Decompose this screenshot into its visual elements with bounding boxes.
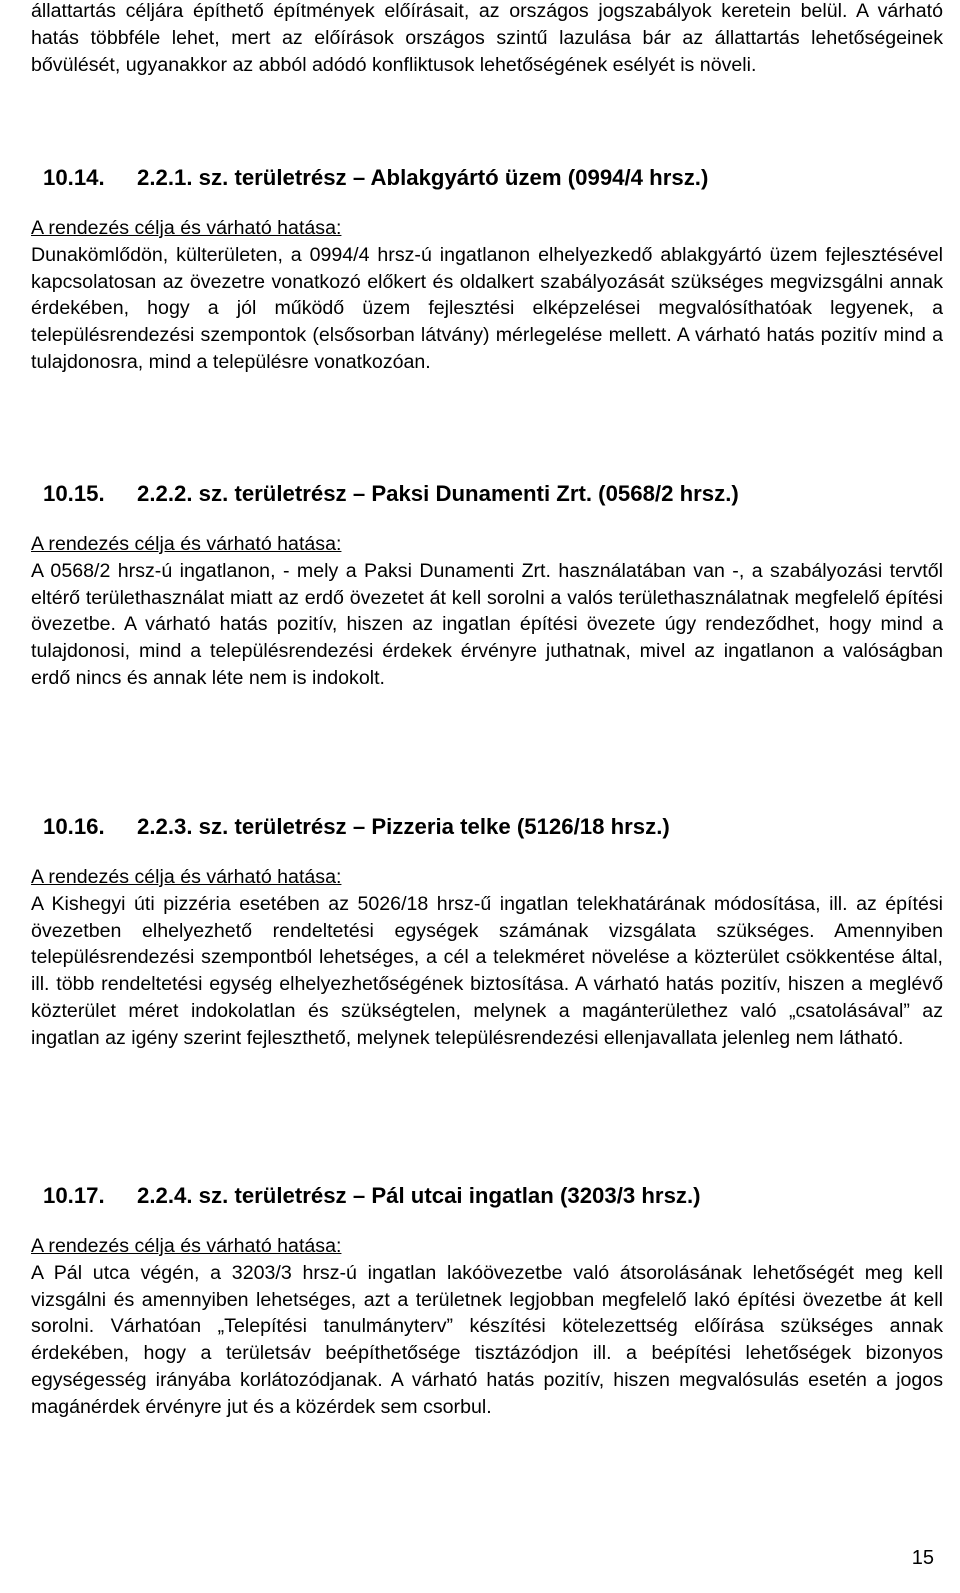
section-number: 10.14. <box>43 165 105 190</box>
section-subtitle: A rendezés célja és várható hatása: <box>31 1235 342 1257</box>
page-number: 15 <box>911 1547 934 1569</box>
section-body: A Kishegyi úti pizzéria esetében az 5026/18 hrsz-ű ingatlan telekhatárának módosítása, ill. az építési övezetben elhelyezhető rendeltetési egységek számának vizsgálata szükséges. Amennyiben településrendezési szempontból lehetséges, a cél a telekméret növelése a közterület csökkentése által, ill. több rendeltetési egység elhelyezhetőségének biztosítása. A várható hatás pozitív, hiszen a meglévő közterület méret indokolatlan és szükségtelen, melynek a magánterülethez való „csatolásával” az ingatlan az igény szerint fejleszthető, melynek településrendezési ellenjavallata jelenleg nem látható. <box>31 892 943 1049</box>
section-heading <box>43 163 943 193</box>
section-subtitle: A rendezés célja és várható hatása: <box>31 217 342 239</box>
section-title: 2.2.3. sz. területrész – Pizzeria telke (5126/18 hrsz.) <box>137 814 670 839</box>
section-10-15 <box>31 479 943 692</box>
section-number: 10.15. <box>43 481 105 506</box>
section-subtitle: A rendezés célja és várható hatása: <box>31 533 342 555</box>
section-title: 2.2.4. sz. területrész – Pál utcai ingatlan (3203/3 hrsz.) <box>137 1183 701 1208</box>
section-body: A Pál utca végén, a 3203/3 hrsz-ú ingatlan lakóövezetbe való átsorolásának lehetőségét meg kell vizsgálni és amennyiben lehetséges, azt a területnek legjobban megfelelő lakó építési övezetbe át kell sorolni. Várhatóan „Telepítési tanulmányterv” készítési kötelezettség előírása szükséges annak érdekében, hogy a területsáv beépíthetősége tisztázódjon ill. a beépítési lehetőségek bizonyos egységesség irányába korlátozódjanak. A várható hatás pozitív, hiszen megvalósulás esetén a jogos magánérdek érvényre jut és a közérdek sem csorbul. <box>31 1261 943 1418</box>
section-heading <box>43 1181 943 1211</box>
section-title: 2.2.1. sz. területrész – Ablakgyártó üzem (0994/4 hrsz.) <box>137 165 709 190</box>
section-10-16 <box>31 812 943 1052</box>
section-number: 10.17. <box>43 1183 105 1208</box>
section-heading <box>43 479 943 509</box>
section-heading <box>43 812 943 842</box>
section-body: Dunakömlődön, külterületen, a 0994/4 hrsz-ú ingatlanon elhelyezkedő ablakgyártó üzem fejlesztésével kapcsolatosan az övezetre vonatkozó előkert és oldalkert szabályozását szükséges megvizsgálni annak érdekében, hogy a jól működő üzem fejlesztési elképzelései megvalósíthatóak legyenek, a településrendezési szempontok (elsősorban látvány) mérlegelése mellett. A várható hatás pozitív mind a tulajdonosra, mind a településre vonatkozóan. <box>31 243 943 373</box>
section-body: A 0568/2 hrsz-ú ingatlanon, - mely a Paksi Dunamenti Zrt. használatában van -, a szabályozási tervtől eltérő területhasználat miatt az erdő övezetet át kell sorolni a valós területhasználatnak megfelelő építési övezetbe. A várható hatás pozitív, hiszen az ingatlan építési övezete úgy rendeződhet, hogy mind a tulajdonosi, mind a településrendezési érdekek érvényre juthatnak, mivel az ingatlanon a valóságban erdő nincs és annak léte nem is indokolt. <box>31 559 943 689</box>
section-10-17 <box>31 1181 943 1421</box>
section-subtitle: A rendezés célja és várható hatása: <box>31 866 342 888</box>
intro-paragraph: állattartás céljára építhető építmények előírásait, az országos jogszabályok keretein belül. A várható hatás többféle lehet, mert az előírások országos szintű lazulása bár az állattartás lehetőségeinek bővülését, ugyanakkor az abból adódó konfliktusok lehetőségének esélyét is növeli. <box>31 0 943 76</box>
section-title: 2.2.2. sz. területrész – Paksi Dunamenti Zrt. (0568/2 hrsz.) <box>137 481 739 506</box>
section-number: 10.16. <box>43 814 105 839</box>
section-10-14 <box>31 163 943 376</box>
